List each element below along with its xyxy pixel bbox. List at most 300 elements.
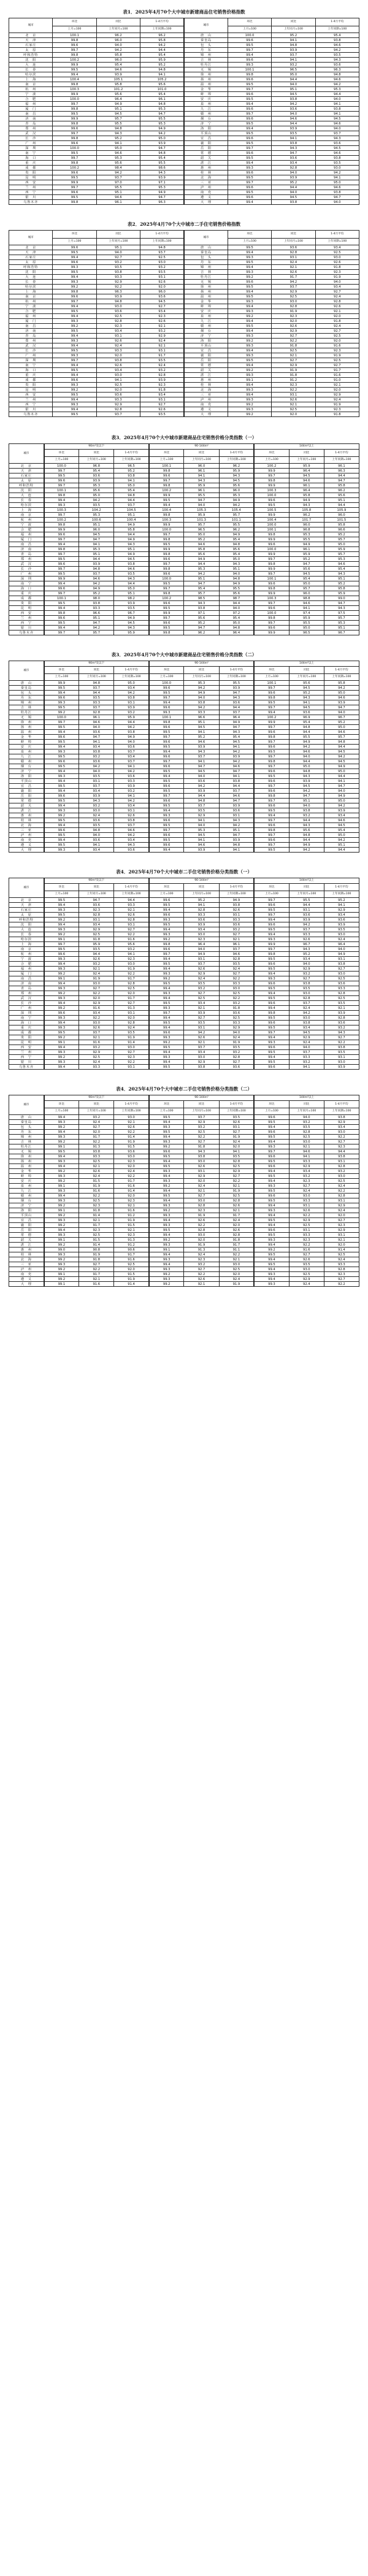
index-cell: 99.5 xyxy=(228,82,271,87)
index-cell: 99.7 xyxy=(149,759,184,764)
index-cell: 99.6 xyxy=(254,1115,289,1120)
index-cell: 99.2 xyxy=(228,412,271,417)
table-row xyxy=(9,48,359,53)
index-cell: 99.2 xyxy=(149,1184,184,1189)
table-row xyxy=(9,175,359,180)
index-cell: 92.2 xyxy=(272,388,315,393)
city-cell: 西 安 xyxy=(9,611,44,616)
index-cell: 99.6 xyxy=(228,92,271,97)
index-cell: 95.2 xyxy=(184,898,219,903)
index-cell: 99.6 xyxy=(254,498,289,503)
index-cell: 99.6 xyxy=(254,903,289,908)
table-row xyxy=(9,1140,359,1144)
index-cell: 94.2 xyxy=(315,82,359,87)
index-cell: 94.9 xyxy=(184,557,219,562)
index-cell: 91.6 xyxy=(79,1282,114,1287)
index-cell: 99.2 xyxy=(149,1238,184,1243)
index-cell: 92.1 xyxy=(140,343,184,348)
header-base: 上年同期=100 xyxy=(219,1108,254,1115)
index-cell: 99.7 xyxy=(228,180,271,185)
index-cell: 92.3 xyxy=(184,937,219,942)
index-cell: 97.5 xyxy=(324,611,359,616)
index-cell: 91.6 xyxy=(114,1257,149,1262)
index-cell: 99.8 xyxy=(44,523,79,527)
index-cell: 93.8 xyxy=(114,696,149,700)
index-cell: 91.4 xyxy=(79,1213,114,1218)
index-cell: 94.7 xyxy=(79,537,114,542)
header-group-row xyxy=(9,878,359,884)
index-cell: 95.6 xyxy=(289,828,324,833)
index-cell: 99.4 xyxy=(254,991,289,996)
table-row xyxy=(9,126,359,131)
index-cell: 94.2 xyxy=(289,789,324,794)
city-cell: 洛 阳 xyxy=(184,126,228,131)
index-cell: 94.1 xyxy=(289,1065,324,1070)
index-cell: 93.9 xyxy=(140,175,184,180)
index-cell: 95.4 xyxy=(140,92,184,97)
index-cell: 99.2 xyxy=(44,1267,79,1272)
city-cell: 海 口 xyxy=(9,1021,44,1025)
city-cell: 韶 关 xyxy=(184,156,228,161)
header-base: 上月=100 xyxy=(53,239,96,245)
index-cell: 92.2 xyxy=(114,1130,149,1135)
city-cell: 长 春 xyxy=(9,932,44,937)
table-row xyxy=(9,976,359,981)
city-cell: 南 宁 xyxy=(9,363,53,368)
index-cell: 99.4 xyxy=(53,255,96,260)
city-cell: 长 沙 xyxy=(9,1001,44,1006)
city-cell: 武 汉 xyxy=(9,996,44,1001)
table-row xyxy=(9,1164,359,1169)
index-cell: 94.6 xyxy=(184,740,219,745)
index-cell: 95.4 xyxy=(184,586,219,591)
city-cell: 呼和浩特 xyxy=(9,53,53,58)
index-cell: 91.9 xyxy=(219,1040,254,1045)
index-cell: 95.9 xyxy=(114,631,149,635)
index-cell: 93.6 xyxy=(272,245,315,250)
table-row xyxy=(9,363,359,368)
index-cell: 91.7 xyxy=(272,275,315,280)
index-cell: 93.6 xyxy=(184,779,219,784)
city-cell: 大 连 xyxy=(9,493,44,498)
index-cell: 99.5 xyxy=(254,700,289,705)
city-cell: 牡丹江 xyxy=(9,710,44,715)
index-cell: 99.7 xyxy=(228,87,271,92)
index-cell: 94.9 xyxy=(289,542,324,547)
index-cell: 99.2 xyxy=(44,813,79,818)
index-cell: 94.3 xyxy=(289,696,324,700)
index-cell: 95.1 xyxy=(324,843,359,848)
city-cell: 金 华 xyxy=(184,299,228,304)
index-cell: 100.5 xyxy=(254,508,289,513)
city-cell: 牡丹江 xyxy=(184,275,228,280)
table-row xyxy=(9,972,359,976)
index-cell: 92.5 xyxy=(289,1272,324,1277)
index-cell: 101.7 xyxy=(289,518,324,523)
index-cell: 99.5 xyxy=(44,705,79,710)
index-cell: 99.8 xyxy=(254,616,289,621)
city-cell: 丹 东 xyxy=(9,1130,44,1135)
index-cell: 99.3 xyxy=(44,957,79,962)
index-cell: 99.7 xyxy=(254,1030,289,1035)
index-cell: 94.9 xyxy=(324,952,359,957)
index-cell: 92.8 xyxy=(140,373,184,378)
index-cell: 95.4 xyxy=(219,537,254,542)
city-cell: 天 津 xyxy=(9,469,44,473)
index-cell: 100.3 xyxy=(53,87,96,92)
index-cell: 99.5 xyxy=(149,769,184,774)
index-cell: 93.7 xyxy=(184,962,219,967)
city-cell: 遵 义 xyxy=(184,407,228,412)
table-row xyxy=(9,412,359,417)
index-cell: 96.2 xyxy=(184,631,219,635)
index-cell: 104.5 xyxy=(114,508,149,513)
index-cell: 94.4 xyxy=(184,794,219,799)
index-cell: 95.0 xyxy=(114,586,149,591)
index-cell: 94.4 xyxy=(79,952,114,957)
index-cell: 94.7 xyxy=(219,725,254,730)
index-cell: 93.3 xyxy=(96,275,140,280)
index-cell: 96.2 xyxy=(219,464,254,469)
header-city: 城市 xyxy=(9,878,44,898)
table-row xyxy=(9,981,359,986)
index-cell: 96.5 xyxy=(184,527,219,532)
index-cell: 99.5 xyxy=(149,838,184,843)
index-cell: 94.4 xyxy=(219,784,254,789)
index-cell: 99.3 xyxy=(254,1184,289,1189)
index-cell: 93.3 xyxy=(114,779,149,784)
index-cell: 99.7 xyxy=(254,754,289,759)
index-cell: 104.2 xyxy=(79,508,114,513)
table-row xyxy=(9,1174,359,1179)
city-cell: 温 州 xyxy=(184,294,228,299)
index-cell: 99.3 xyxy=(228,343,271,348)
city-cell: 西 宁 xyxy=(9,190,53,195)
index-cell: 99.9 xyxy=(254,552,289,557)
index-cell: 99.4 xyxy=(254,1125,289,1130)
index-cell: 99.6 xyxy=(254,769,289,774)
index-cell: 95.7 xyxy=(184,523,219,527)
table-row xyxy=(9,1045,359,1050)
index-cell: 91.0 xyxy=(315,378,359,383)
index-cell: 93.1 xyxy=(289,908,324,913)
index-cell: 92.2 xyxy=(289,1213,324,1218)
index-cell: 95.1 xyxy=(289,799,324,803)
index-cell: 99.5 xyxy=(149,981,184,986)
table-row xyxy=(9,577,359,581)
city-cell: 西 安 xyxy=(9,393,53,397)
index-cell: 92.6 xyxy=(79,1025,114,1030)
index-cell: 93.0 xyxy=(315,166,359,171)
index-cell: 92.1 xyxy=(315,383,359,388)
city-cell: 贵 阳 xyxy=(9,601,44,606)
index-cell: 95.5 xyxy=(96,185,140,190)
index-cell: 92.5 xyxy=(272,348,315,353)
index-cell: 93.0 xyxy=(96,304,140,309)
index-cell: 99.7 xyxy=(44,567,79,572)
header-metric: 环比 xyxy=(254,884,289,891)
index-cell: 94.2 xyxy=(272,280,315,285)
city-cell: 九 江 xyxy=(9,754,44,759)
index-cell: 93.8 xyxy=(184,1065,219,1070)
index-cell: 94.9 xyxy=(289,498,324,503)
city-cell: 九 江 xyxy=(184,107,228,112)
index-cell: 99.7 xyxy=(53,156,96,161)
index-cell: 92.8 xyxy=(219,1159,254,1164)
index-cell: 92.7 xyxy=(219,1060,254,1065)
index-cell: 99.6 xyxy=(149,799,184,803)
index-cell: 94.2 xyxy=(272,102,315,107)
index-cell: 92.0 xyxy=(114,1194,149,1198)
city-cell: 包 头 xyxy=(9,1125,44,1130)
index-cell: 94.1 xyxy=(219,745,254,749)
index-cell: 95.3 xyxy=(184,681,219,686)
index-cell: 99.3 xyxy=(44,1120,79,1125)
city-cell: 郑 州 xyxy=(9,991,44,996)
index-cell: 95.8 xyxy=(96,82,140,87)
index-cell: 99.3 xyxy=(149,1257,184,1262)
table-row xyxy=(9,1277,359,1282)
index-cell: 91.5 xyxy=(114,1223,149,1228)
index-cell: 94.0 xyxy=(315,280,359,285)
table-row xyxy=(9,319,359,324)
index-cell: 99.2 xyxy=(44,1277,79,1282)
index-cell: 99.3 xyxy=(228,299,271,304)
city-cell: 秦皇岛 xyxy=(9,1120,44,1125)
index-cell: 99.4 xyxy=(228,53,271,58)
table-head xyxy=(9,444,359,464)
index-cell: 101.5 xyxy=(324,518,359,523)
index-cell: 99.6 xyxy=(149,754,184,759)
index-cell: 92.4 xyxy=(324,1257,359,1262)
index-cell: 93.2 xyxy=(184,1262,219,1267)
index-cell: 99.7 xyxy=(149,696,184,700)
index-cell: 99.5 xyxy=(149,1065,184,1070)
index-cell: 99.3 xyxy=(44,749,79,754)
index-cell: 99.8 xyxy=(149,631,184,635)
header-base: 上月=100 xyxy=(254,457,289,464)
index-cell: 93.0 xyxy=(79,808,114,813)
index-cell: 92.6 xyxy=(114,913,149,918)
table-row xyxy=(9,601,359,606)
table-row xyxy=(9,1184,359,1189)
index-cell: 94.5 xyxy=(289,784,324,789)
index-cell: 99.6 xyxy=(149,833,184,838)
index-cell: 92.9 xyxy=(219,1169,254,1174)
city-cell: 济 南 xyxy=(9,547,44,552)
index-cell: 94.4 xyxy=(289,730,324,735)
city-cell: 温 州 xyxy=(9,730,44,735)
index-cell: 99.4 xyxy=(228,126,271,131)
index-cell: 93.5 xyxy=(315,53,359,58)
index-cell: 99.5 xyxy=(44,913,79,918)
index-cell: 92.3 xyxy=(114,1159,149,1164)
index-cell: 94.8 xyxy=(315,72,359,77)
index-cell: 94.9 xyxy=(184,691,219,696)
index-cell: 92.6 xyxy=(140,280,184,285)
index-cell: 99.5 xyxy=(149,903,184,908)
data-table xyxy=(9,230,359,417)
index-cell: 99.5 xyxy=(53,151,96,156)
header-city: 城市 xyxy=(9,661,44,681)
index-cell: 96.1 xyxy=(96,200,140,205)
index-cell: 99.1 xyxy=(44,1144,79,1149)
index-cell: 93.9 xyxy=(324,922,359,927)
index-cell: 99.1 xyxy=(44,1282,79,1287)
table-row xyxy=(9,1154,359,1159)
index-cell: 92.7 xyxy=(140,304,184,309)
table-row xyxy=(9,547,359,552)
table-row xyxy=(9,383,359,388)
index-cell: 93.4 xyxy=(96,329,140,334)
city-cell: 泉 州 xyxy=(9,1184,44,1189)
table-row xyxy=(9,799,359,803)
index-cell: 99.6 xyxy=(228,136,271,141)
index-cell: 95.0 xyxy=(114,483,149,488)
index-cell: 99.7 xyxy=(254,725,289,730)
city-cell: 桂 林 xyxy=(184,171,228,175)
index-cell: 92.2 xyxy=(79,991,114,996)
city-cell: 呼和浩特 xyxy=(9,265,53,270)
index-cell: 94.6 xyxy=(219,764,254,769)
index-cell: 93.1 xyxy=(114,1011,149,1016)
table-row xyxy=(9,1125,359,1130)
index-cell: 95.9 xyxy=(324,547,359,552)
index-cell: 95.2 xyxy=(289,557,324,562)
index-cell: 93.7 xyxy=(79,705,114,710)
index-cell: 94.4 xyxy=(289,759,324,764)
index-cell: 99.6 xyxy=(254,1130,289,1135)
header-area-group: 144m²以上 xyxy=(254,878,359,884)
index-cell: 99.9 xyxy=(254,537,289,542)
index-cell: 99.7 xyxy=(53,131,96,136)
index-cell: 92.8 xyxy=(219,1055,254,1060)
index-cell: 91.7 xyxy=(114,976,149,981)
index-cell: 99.8 xyxy=(53,161,96,166)
index-cell: 99.6 xyxy=(44,735,79,740)
index-cell: 99.5 xyxy=(149,922,184,927)
index-cell: 93.6 xyxy=(324,918,359,922)
index-cell: 99.4 xyxy=(149,996,184,1001)
city-cell: 福 州 xyxy=(9,314,53,319)
index-cell: 94.0 xyxy=(272,190,315,195)
index-cell: 92.0 xyxy=(315,339,359,343)
table-row xyxy=(9,1120,359,1125)
index-cell: 94.4 xyxy=(272,77,315,82)
index-cell: 99.1 xyxy=(44,1272,79,1277)
index-cell: 94.4 xyxy=(272,185,315,190)
index-cell: 93.2 xyxy=(219,927,254,932)
table-row xyxy=(9,527,359,532)
table-row xyxy=(9,720,359,725)
index-cell: 99.2 xyxy=(44,1179,79,1184)
index-cell: 92.0 xyxy=(272,412,315,417)
header-base: 上月=100 xyxy=(228,26,271,33)
city-cell: 常 德 xyxy=(184,363,228,368)
index-cell: 93.1 xyxy=(324,1159,359,1164)
index-cell: 99.4 xyxy=(44,581,79,586)
index-cell: 94.8 xyxy=(219,626,254,631)
index-cell: 99.3 xyxy=(149,972,184,976)
city-cell: 太 原 xyxy=(9,913,44,918)
index-cell: 100.1 xyxy=(254,527,289,532)
index-cell: 94.7 xyxy=(140,146,184,151)
index-cell: 95.4 xyxy=(114,488,149,493)
index-cell: 92.6 xyxy=(315,304,359,309)
index-cell: 99.6 xyxy=(254,1228,289,1233)
index-cell: 96.3 xyxy=(324,469,359,473)
index-cell: 97.0 xyxy=(96,180,140,185)
index-cell: 99.6 xyxy=(254,789,289,794)
index-cell: 93.6 xyxy=(219,1065,254,1070)
index-cell: 94.8 xyxy=(289,769,324,774)
index-cell: 93.9 xyxy=(184,848,219,853)
index-cell: 91.9 xyxy=(272,309,315,314)
table-row xyxy=(9,552,359,557)
index-cell: 91.9 xyxy=(114,967,149,972)
index-cell: 93.0 xyxy=(184,1159,219,1164)
index-cell: 94.3 xyxy=(324,606,359,611)
city-cell: 厦 门 xyxy=(9,107,53,112)
index-cell: 92.0 xyxy=(96,353,140,358)
table-row xyxy=(9,1060,359,1065)
header-base: 上月=100 xyxy=(228,239,271,245)
index-cell: 92.7 xyxy=(324,967,359,972)
table-row xyxy=(9,606,359,611)
index-cell: 92.0 xyxy=(96,388,140,393)
index-cell: 92.6 xyxy=(114,1125,149,1130)
city-cell: 宜 昌 xyxy=(9,784,44,789)
index-cell: 94.2 xyxy=(289,848,324,853)
table-row xyxy=(9,1130,359,1135)
index-cell: 94.3 xyxy=(184,1149,219,1154)
index-cell: 92.5 xyxy=(219,991,254,996)
index-cell: 94.2 xyxy=(289,922,324,927)
index-cell: 99.5 xyxy=(149,1154,184,1159)
index-cell: 95.9 xyxy=(79,942,114,947)
index-cell: 92.4 xyxy=(79,1060,114,1065)
index-cell: 99.6 xyxy=(254,1194,289,1198)
header-row xyxy=(9,231,359,239)
index-cell: 94.2 xyxy=(79,498,114,503)
city-cell: 乌鲁木齐 xyxy=(9,1065,44,1070)
city-cell: 西 宁 xyxy=(9,1055,44,1060)
index-cell: 99.4 xyxy=(149,1262,184,1267)
index-cell: 93.0 xyxy=(79,981,114,986)
header-metric: 环比 xyxy=(149,667,184,674)
index-cell: 99.4 xyxy=(228,363,271,368)
index-cell: 99.3 xyxy=(149,1203,184,1208)
index-cell: 99.2 xyxy=(228,275,271,280)
table-row xyxy=(9,572,359,577)
index-cell: 98.6 xyxy=(140,166,184,171)
index-cell: 93.7 xyxy=(96,412,140,417)
index-cell: 94.0 xyxy=(289,803,324,808)
city-cell: 唐 山 xyxy=(184,33,228,38)
index-cell: 99.4 xyxy=(53,72,96,77)
index-cell: 99.7 xyxy=(44,469,79,473)
index-cell: 99.9 xyxy=(53,63,96,67)
index-cell: 94.0 xyxy=(289,962,324,967)
index-cell: 99.6 xyxy=(254,1021,289,1025)
table-row xyxy=(9,255,359,260)
city-cell: 北 京 xyxy=(9,898,44,903)
table-row xyxy=(9,329,359,334)
index-cell: 91.6 xyxy=(79,1006,114,1011)
city-cell: 青 岛 xyxy=(9,334,53,339)
table-row xyxy=(9,77,359,82)
index-cell: 99.4 xyxy=(44,803,79,808)
